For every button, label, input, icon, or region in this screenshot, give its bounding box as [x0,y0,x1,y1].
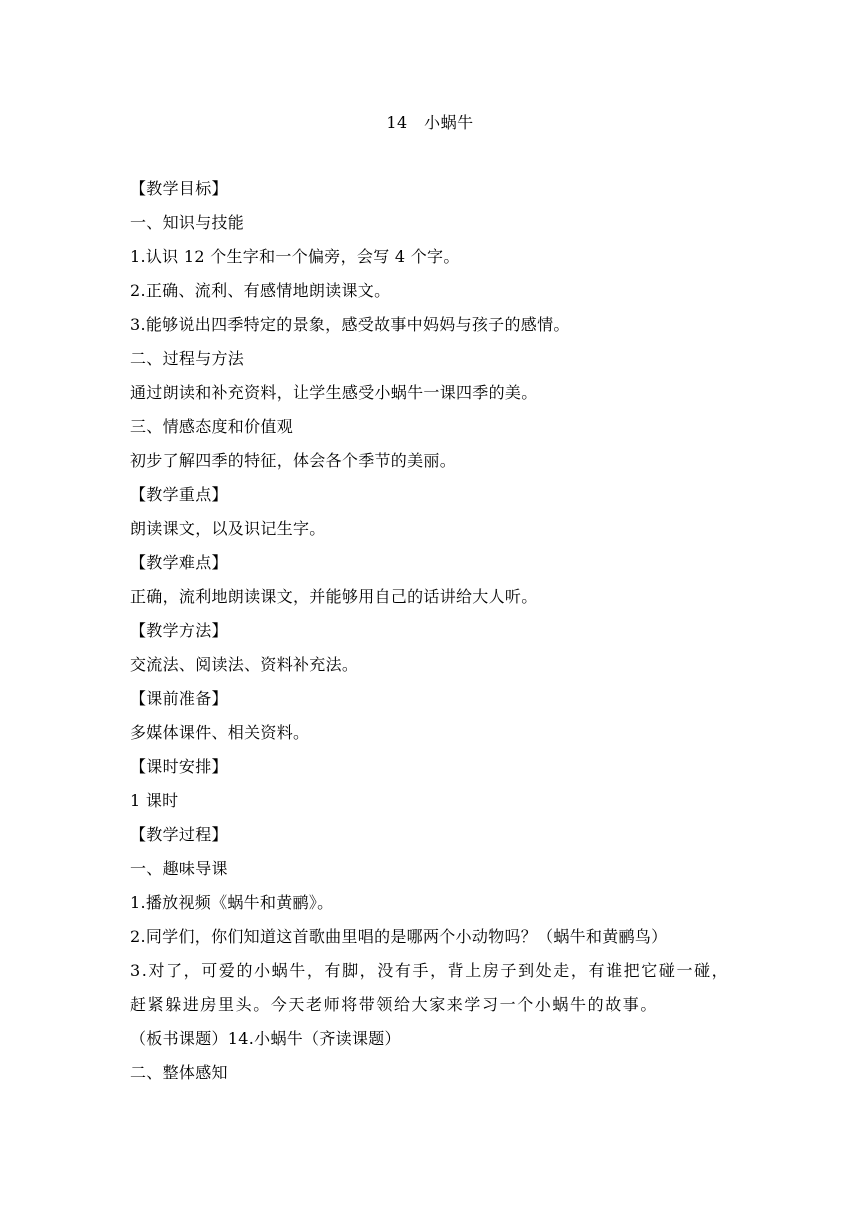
section-heading-process: 【教学过程】 [130,825,228,844]
subheading-process-methods: 二、过程与方法 [130,349,245,368]
paragraph: （板书课题）14.小蜗牛（齐读课题） [130,1029,401,1048]
paragraph: 通过朗读和补充资料，让学生感受小蜗牛一课四季的美。 [130,383,538,402]
subheading-knowledge-skills: 一、知识与技能 [130,213,245,232]
paragraph: 多媒体课件、相关资料。 [130,723,310,742]
paragraph: 1.播放视频《蜗牛和黄鹂》。 [130,893,334,912]
section-heading-difficulties: 【教学难点】 [130,553,228,572]
paragraph: 正确，流利地朗读课文，并能够用自己的话讲给大人听。 [130,587,538,606]
section-heading-methods: 【教学方法】 [130,621,228,640]
page-title: 14 小蜗牛 [386,113,474,132]
subheading-emotions-values: 三、情感态度和价值观 [130,417,294,436]
paragraph: 1 课时 [130,791,179,810]
subheading-fun-intro: 一、趣味导课 [130,859,228,878]
section-heading-key-points: 【教学重点】 [130,485,228,504]
section-heading-schedule: 【课时安排】 [130,757,228,776]
paragraph: 2.正确、流利、有感情地朗读课文。 [130,281,391,300]
section-heading-teaching-goals: 【教学目标】 [130,179,228,198]
document-body [130,172,740,1090]
paragraph: 3.能够说出四季特定的景象，感受故事中妈妈与孩子的感情。 [130,315,570,334]
paragraph: 朗读课文，以及识记生字。 [130,519,326,538]
paragraph: 初步了解四季的特征，体会各个季节的美丽。 [130,451,457,470]
paragraph: 2.同学们，你们知道这首歌曲里唱的是哪两个小动物吗？（蜗牛和黄鹂鸟） [130,927,668,946]
subheading-overall-perception: 二、整体感知 [130,1063,228,1082]
paragraph: 1.认识 12 个生字和一个偏旁，会写 4 个字。 [130,247,460,266]
paragraph: 交流法、阅读法、资料补充法。 [130,655,359,674]
paragraph: 3.对了，可爱的小蜗牛，有脚，没有手，背上房子到处走，有谁把它碰一碰，赶紧躲进房里头。今天老师将带领给大家来学习一个小蜗牛的故事。 [130,961,730,1014]
section-heading-preparation: 【课前准备】 [130,689,228,708]
